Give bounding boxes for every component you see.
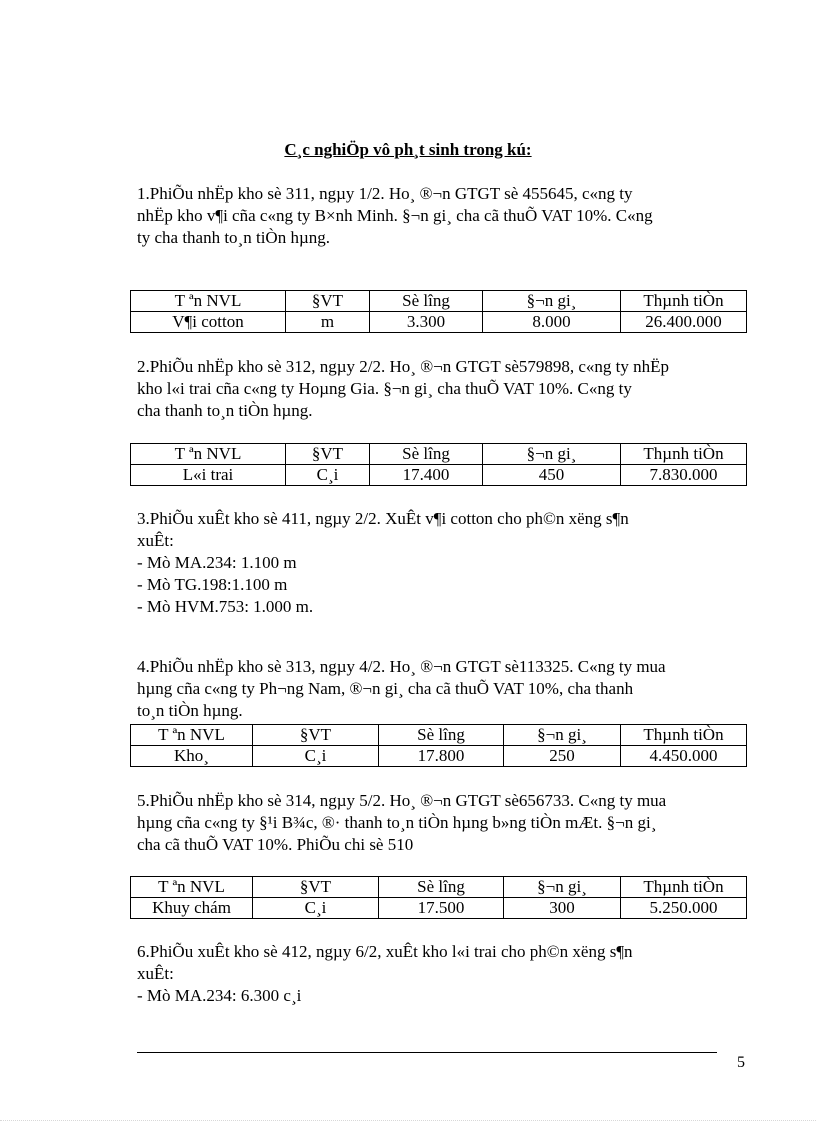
header-name: T ªn NVL xyxy=(131,877,253,898)
entry-line: - Mò HVM.753: 1.000 m. xyxy=(137,597,314,616)
entry-line: hµng cña c«ng ty Ph¬ng Nam, ®¬n gi¸ cha cã thuÕ VAT 10%, cha thanh xyxy=(137,679,634,698)
cell-amount: 7.830.000 xyxy=(621,465,747,486)
page-bottom-border xyxy=(0,1120,816,1121)
header-unit: §VT xyxy=(253,877,379,898)
cell-unit: C¸i xyxy=(253,898,379,919)
entry-1-text xyxy=(137,183,739,249)
header-amount: Thµnh tiÒn xyxy=(621,725,747,746)
cell-quantity: 17.800 xyxy=(379,746,504,767)
table-row xyxy=(131,312,747,333)
entry-line: - Mò TG.198:1.100 m xyxy=(137,575,288,594)
header-price: §¬n gi¸ xyxy=(504,877,621,898)
cell-unit: C¸i xyxy=(286,465,370,486)
header-amount: Thµnh tiÒn xyxy=(621,291,747,312)
cell-amount: 26.400.000 xyxy=(621,312,747,333)
cell-unit: m xyxy=(286,312,370,333)
cell-quantity: 17.400 xyxy=(370,465,483,486)
entry-line: kho l«i trai cña c«ng ty Hoµng Gia. §¬n gi¸ cha thuÕ VAT 10%. C«ng ty xyxy=(137,379,632,398)
cell-quantity: 17.500 xyxy=(379,898,504,919)
entry-line: hµng cña c«ng ty §¹i B¾c, ®· thanh to¸n tiÒn hµng b»ng tiÒn mÆt. §¬n gi¸ xyxy=(137,813,657,832)
header-price: §¬n gi¸ xyxy=(504,725,621,746)
table-header-row xyxy=(131,877,747,898)
table-header-row xyxy=(131,291,747,312)
table-row xyxy=(131,465,747,486)
entry-line: - Mò MA.234: 6.300 c¸i xyxy=(137,986,302,1005)
entry-line: 5.PhiÕu nhËp kho sè 314, ngµy 5/2. Ho¸ ®¬n GTGT sè656733. C«ng ty mua xyxy=(137,791,667,810)
table-header-row xyxy=(131,725,747,746)
header-quantity: Sè lîng xyxy=(379,725,504,746)
cell-price: 300 xyxy=(504,898,621,919)
entry-2-text xyxy=(137,356,739,422)
entry-line: - Mò MA.234: 1.100 m xyxy=(137,553,297,572)
header-name: T ªn NVL xyxy=(131,725,253,746)
entry-line: to¸n tiÒn hµng. xyxy=(137,701,243,720)
page-title: C¸c nghiÖp vô ph¸t sinh trong kú: xyxy=(284,140,532,159)
cell-unit: C¸i xyxy=(253,746,379,767)
entry-line: xuÊt: xyxy=(137,531,174,550)
cell-name: Khuy chám xyxy=(131,898,253,919)
cell-price: 450 xyxy=(483,465,621,486)
table-row xyxy=(131,898,747,919)
entry-line: 4.PhiÕu nhËp kho sè 313, ngµy 4/2. Ho¸ ®¬n GTGT sè113325. C«ng ty mua xyxy=(137,657,666,676)
cell-quantity: 3.300 xyxy=(370,312,483,333)
header-quantity: Sè lîng xyxy=(370,291,483,312)
table-header-row xyxy=(131,444,747,465)
header-amount: Thµnh tiÒn xyxy=(621,444,747,465)
cell-name: L«i trai xyxy=(131,465,286,486)
entry-line: 6.PhiÕu xuÊt kho sè 412, ngµy 6/2, xuÊt kho l«i trai cho ph©n xëng s¶n xyxy=(137,942,633,961)
entry-line: nhËp kho v¶i cña c«ng ty B×nh Minh. §¬n gi¸ cha cã thuÕ VAT 10%. C«ng xyxy=(137,206,653,225)
header-unit: §VT xyxy=(253,725,379,746)
entry-line: cha thanh to¸n tiÒn hµng. xyxy=(137,401,313,420)
entry-line: ty cha thanh to¸n tiÒn hµng. xyxy=(137,228,330,247)
entry-line: 3.PhiÕu xuÊt kho sè 411, ngµy 2/2. XuÊt v¶i cotton cho ph©n xëng s¶n xyxy=(137,509,629,528)
header-price: §¬n gi¸ xyxy=(483,444,621,465)
entry-line: 2.PhiÕu nhËp kho sè 312, ngµy 2/2. Ho¸ ®¬n GTGT sè579898, c«ng ty nhËp xyxy=(137,357,670,376)
entry-5-text xyxy=(137,790,739,856)
entry-line: xuÊt: xyxy=(137,964,174,983)
cell-amount: 4.450.000 xyxy=(621,746,747,767)
cell-price: 250 xyxy=(504,746,621,767)
entry-line: 1.PhiÕu nhËp kho sè 311, ngµy 1/2. Ho¸ ®¬n GTGT sè 455645, c«ng ty xyxy=(137,184,633,203)
entry-4-text xyxy=(137,656,739,722)
table-row xyxy=(131,746,747,767)
header-name: T ªn NVL xyxy=(131,291,286,312)
entry-5-table xyxy=(130,876,747,919)
header-quantity: Sè lîng xyxy=(379,877,504,898)
entry-2-table xyxy=(130,443,747,486)
cell-name: V¶i cotton xyxy=(131,312,286,333)
header-price: §¬n gi¸ xyxy=(483,291,621,312)
page-number: 5 xyxy=(737,1054,745,1071)
cell-price: 8.000 xyxy=(483,312,621,333)
header-amount: Thµnh tiÒn xyxy=(621,877,747,898)
entry-3-text xyxy=(137,508,739,618)
header-name: T ªn NVL xyxy=(131,444,286,465)
cell-name: Kho¸ xyxy=(131,746,253,767)
footer-rule xyxy=(137,1052,717,1053)
header-unit: §VT xyxy=(286,291,370,312)
header-unit: §VT xyxy=(286,444,370,465)
entry-1-table xyxy=(130,290,747,333)
header-quantity: Sè lîng xyxy=(370,444,483,465)
entry-6-text xyxy=(137,941,739,1007)
entry-line: cha cã thuÕ VAT 10%. PhiÕu chi sè 510 xyxy=(137,835,414,854)
entry-4-table xyxy=(130,724,747,767)
cell-amount: 5.250.000 xyxy=(621,898,747,919)
